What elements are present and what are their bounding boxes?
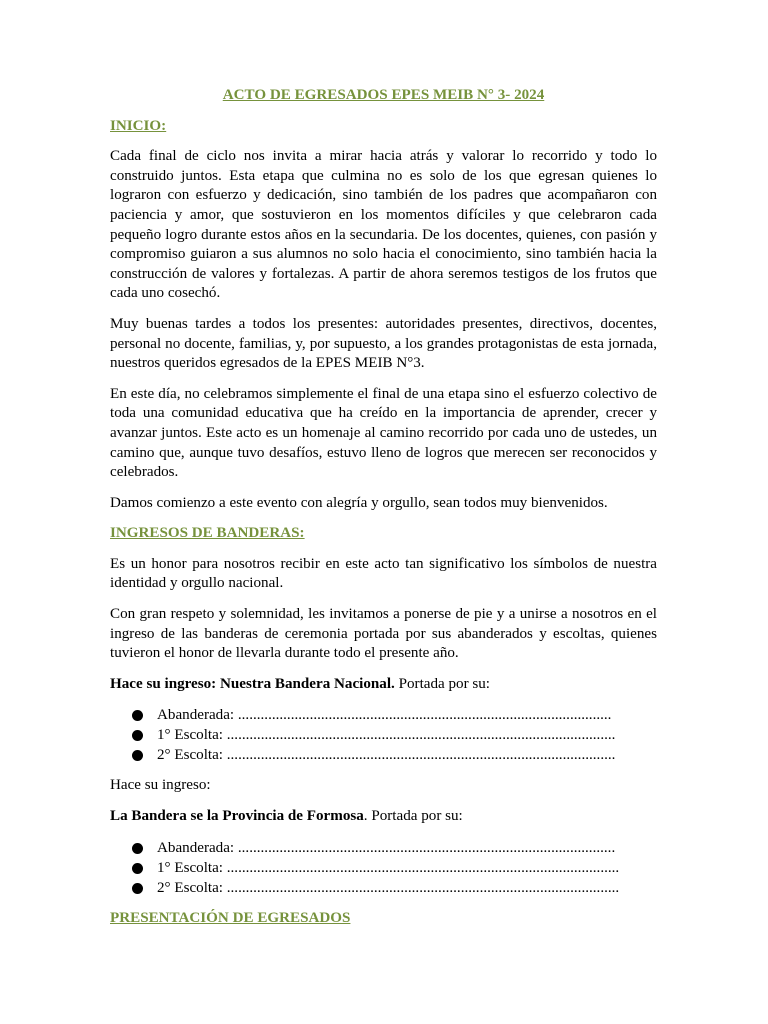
- flag-entry-rest: . Portada por su:: [363, 808, 463, 825]
- paragraph: Con gran respeto y solemnidad, les invitamos a ponerse de pie y a unirse a nosotros en el ingreso de las banderas de ceremonia portada por sus abanderados y escoltas, quienes tuvieron el honor de llevarla durante todo el presente año.: [110, 606, 657, 662]
- bullet-icon: [132, 730, 143, 741]
- paragraph: Hace su ingreso:: [110, 777, 211, 794]
- list-item: [132, 858, 657, 878]
- list-item-text: 1° Escolta: ........................................................................................................: [157, 859, 620, 876]
- flag-entry-rest: Portada por su:: [394, 675, 490, 692]
- list-item: [132, 725, 657, 745]
- bullet-icon: [132, 750, 143, 761]
- paragraph: Muy buenas tardes a todos los presentes: autoridades presentes, directivos, docentes, personal no docente, familias, y, por supuesto, a los grandes protagonistas de esta jornada, nuestros queridos egresados de la EPES MEIB N°3.: [110, 315, 657, 372]
- list-item: [132, 878, 657, 898]
- list-item-text: Abanderada: ....................................................................................................: [157, 839, 616, 856]
- list-item-text: 2° Escolta: ........................................................................................................: [157, 879, 620, 896]
- paragraph: Damos comienzo a este evento con alegría y orgullo, sean todos muy bienvenidos.: [110, 494, 608, 511]
- bullet-icon: [132, 710, 143, 721]
- list-item-text: 2° Escolta: .......................................................................................................: [157, 747, 616, 764]
- section-heading-inicio: INICIO:: [110, 117, 167, 134]
- paragraph: Es un honor para nosotros recibir en este acto tan significativo los símbolos de nuestra identidad y orgullo nacional.: [110, 555, 657, 592]
- list-item: [132, 705, 657, 725]
- document-title: ACTO DE EGRESADOS EPES MEIB N° 3- 2024: [222, 87, 545, 103]
- bullet-icon: [132, 863, 143, 874]
- list-item: [132, 745, 657, 765]
- paragraph: En este día, no celebramos simplemente el final de una etapa sino el esfuerzo colectivo de toda una comunidad educativa que ha creído en la importancia de aprender, crecer y avanzar juntos. Este acto es un homenaje al camino recorrido por cada uno de ustedes, un camino que, aunque tuvo desafíos, estuvo lleno de logros que merecen ser reconocidos y celebrados.: [110, 385, 657, 481]
- flag-entry-nacional: [110, 675, 657, 695]
- list-item-text: 1° Escolta: .......................................................................................................: [157, 727, 616, 744]
- flag-entry-provincia: [110, 807, 657, 827]
- flag-entry-bold: La Bandera se la Provincia de Formosa: [110, 808, 364, 825]
- list-item: [132, 838, 657, 858]
- bullet-icon: [132, 883, 143, 894]
- section-heading-presentacion: PRESENTACIÓN DE EGRESADOS: [110, 909, 351, 926]
- flag-entry-bold: Hace su ingreso: Nuestra Bandera Nacional.: [110, 675, 395, 692]
- bullet-icon: [132, 843, 143, 854]
- section-heading-banderas: INGRESOS DE BANDERAS:: [110, 525, 305, 542]
- bearer-list-nacional: [110, 705, 657, 765]
- list-item-text: Abanderada: ...................................................................................................: [157, 707, 612, 724]
- paragraph: Cada final de ciclo nos invita a mirar hacia atrás y valorar lo recorrido y todo lo construido juntos. Esta etapa que culmina no es solo de los que egresan quienes lo lograron con esfuerzo y dedicación, sino también de los padres que acompañaron con paciencia y amor, que sostuvieron en los momentos difíciles y que celebraron cada pequeño logro durante estos años en la secundaria. De los docentes, quienes, con pasión y compromiso guiaron a sus alumnos no solo hacia el conocimiento, sino también hacia la construcción de valores y fortalezas. A partir de ahora seremos testigos de los frutos que cada uno cosechó.: [110, 148, 657, 302]
- document-page: [110, 86, 657, 939]
- bearer-list-provincia: [110, 838, 657, 898]
